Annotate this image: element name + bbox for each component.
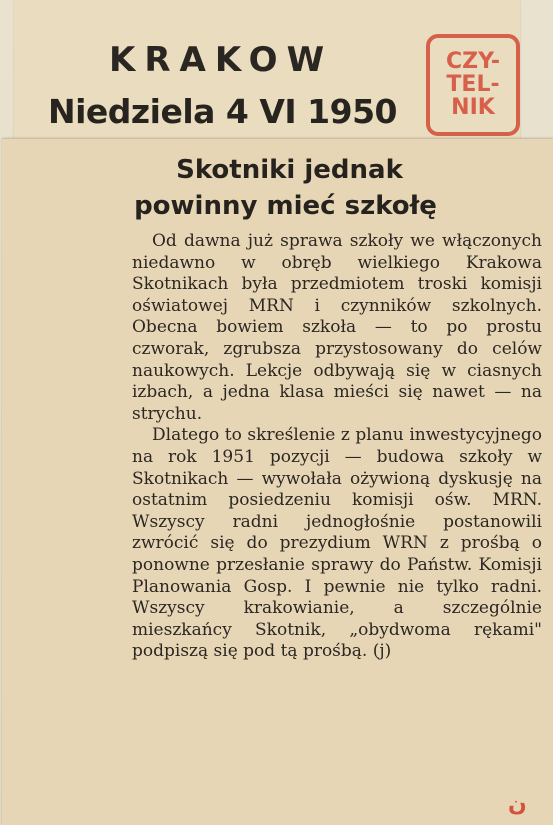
article-paragraph-1: Od dawna już sprawa szkoły we włączonych niedawno w obręb wielkiego Krakowa Skotnikach była przedmiotem troski komisji oświatowej MRN i czynników szkolnych. Obecna bowiem szkoła — to po prostu czworak, zgrubsza przystosowany do celów naukowych. Lekcje odbywają się w ciasnych izbach, a jedna klasa mieści się nawet — na strychu. [132,231,542,424]
headline-line-1: Skotniki jednak [176,155,403,185]
article-body [132,231,542,663]
czytelnik-stamp [426,34,520,136]
article-clipping [2,139,553,825]
stamp-line-1: CZY- [446,49,500,74]
city-name: KRAKOW [109,40,334,80]
stamp-line-2: TEL- [446,72,500,97]
headline-line-2: powinny mieć szkołę [134,191,437,221]
red-pencil-mark: ن [508,792,527,817]
publication-date: Niedziela 4 VI 1950 [48,92,398,131]
masthead-clipping [14,0,520,160]
stamp-line-3: NIK [451,95,495,120]
article-paragraph-2: Dlatego to skreślenie z planu inwestycyjnego na rok 1951 pozycji — budowa szkoły w Skotnikach — wywołała ożywioną dyskusję na ostatnim posiedzeniu komisji ośw. MRN. Wszyscy radni jednogłośnie postanowili zwrócić się do prezydium WRN z prośbą o ponowne przesłanie sprawy do Państw. Komisji Planowania Gosp. I pewnie nie tylko radni. Wszyscy krakowianie, a szczególnie mieszkańcy Skotnik, „obydwoma rękami" podpiszą się pod tą prośbą. (j) [132,425,542,662]
